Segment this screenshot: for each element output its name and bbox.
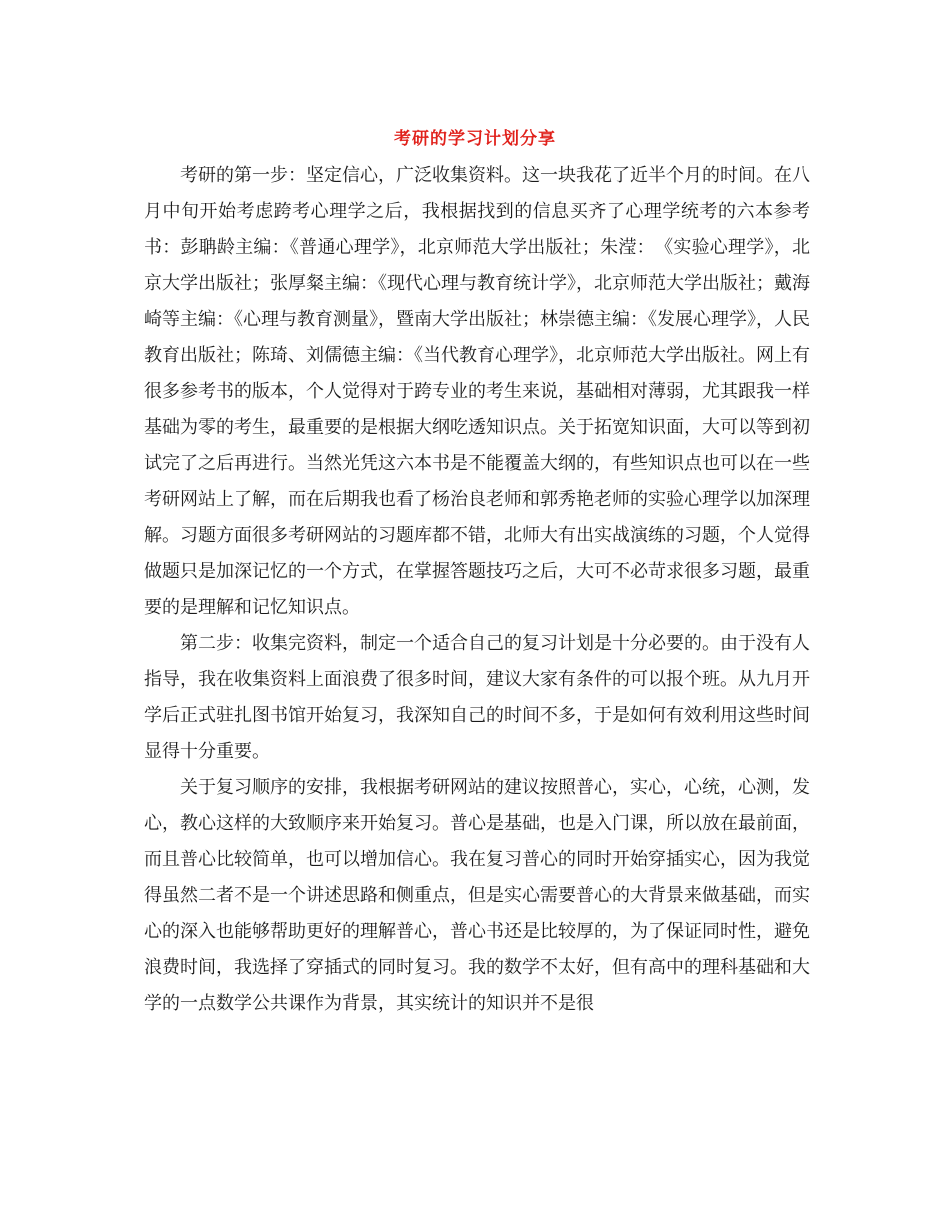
- document-body: [144, 158, 810, 1022]
- paragraph-step-two: 第二步：收集完资料，制定一个适合自己的复习计划是十分必要的。由于没有人指导，我在收集资料上面浪费了很多时间，建议大家有条件的可以报个班。从九月开学后正式驻扎图书馆开始复习，我深知自己的时间不多，于是如何有效利用这些时间显得十分重要。: [144, 633, 810, 762]
- paragraph-step-one: 考研的第一步：坚定信心，广泛收集资料。这一块我花了近半个月的时间。在八月中旬开始考虑跨考心理学之后，我根据找到的信息买齐了心理学统考的六本参考书：彭聃龄主编：《普通心理学》，北京师范大学出版社；朱滢： 《实验心理学》，北京大学出版社；张厚粲主编：《现代心理与教育统计学》，北京师范大学出版社；戴海崎等主编：《心理与教育测量》，暨南大学出版社；林崇德主编：《发展心理学》，人民教育出版社；陈琦、刘儒德主编：《当代教育心理学》，北京师范大学出版社。网上有很多参考书的版本，个人觉得对于跨专业的考生来说，基础相对薄弱，尤其跟我一样基础为零的考生，最重要的是根据大纲吃透知识点。关于拓宽知识面，大可以等到初试完了之后再进行。当然光凭这六本书是不能覆盖大纲的，有些知识点也可以在一些考研网站上了解，而在后期我也看了杨治良老师和郭秀艳老师的实验心理学以加深理解。习题方面很多考研网站的习题库都不错，北师大有出实战演练的习题，个人觉得做题只是加深记忆的一个方式，在掌握答题技巧之后，大可不必苛求很多习题，最重要的是理解和记忆知识点。: [144, 165, 810, 618]
- paragraph-review-order: 关于复习顺序的安排，我根据考研网站的建议按照普心，实心，心统，心测，发心，教心这样的大致顺序来开始复习。普心是基础，也是入门课，所以放在最前面，而且普心比较简单，也可以增加信心。我在复习普心的同时开始穿插实心，因为我觉得虽然二者不是一个讲述思路和侧重点，但是实心需要普心的大背景来做基础，而实心的深入也能够帮助更好的理解普心，普心书还是比较厚的，为了保证同时性，避免浪费时间，我选择了穿插式的同时复习。我的数学不太好，但有高中的理科基础和大学的一点数学公共课作为背景，其实统计的知识并不是很: [144, 777, 810, 1014]
- document-title: 考研的学习计划分享: [394, 129, 556, 149]
